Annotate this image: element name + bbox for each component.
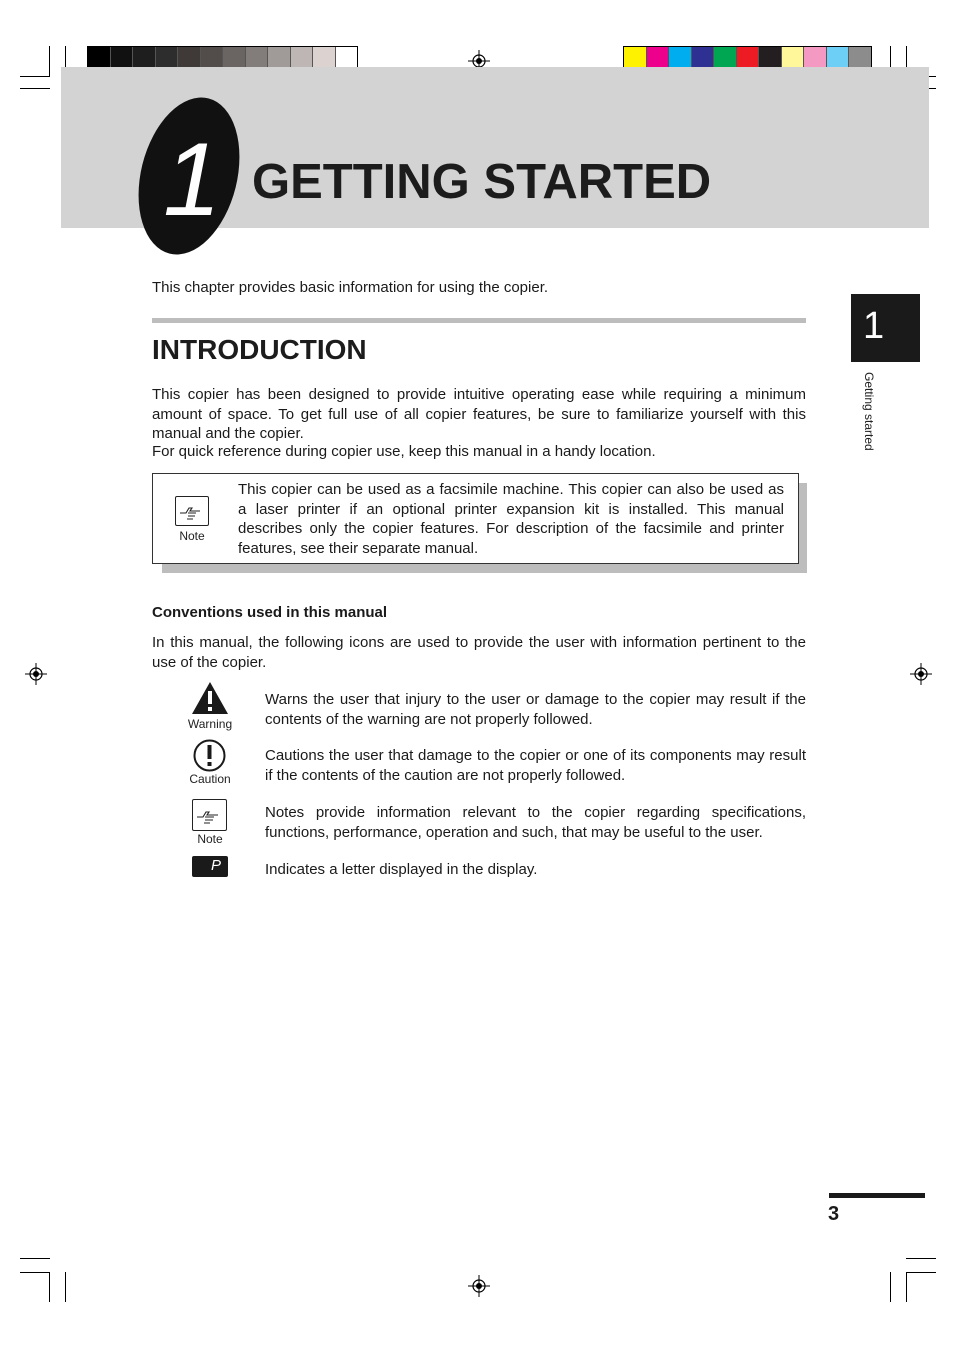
display-letter-description: Indicates a letter displayed in the display.: [265, 861, 538, 878]
introduction-paragraph: For quick reference during copier use, keep this manual in a handy location.: [152, 443, 656, 460]
registration-mark-icon: [25, 663, 47, 685]
gray-swatch: [268, 47, 291, 68]
page-number: 3: [828, 1203, 840, 1225]
gray-swatch: [88, 47, 111, 68]
gray-swatch: [291, 47, 314, 68]
gray-swatch: [223, 47, 246, 68]
color-swatch: [782, 47, 805, 68]
gray-swatch: [201, 47, 224, 68]
gray-swatch: [156, 47, 179, 68]
gray-swatch: [336, 47, 358, 68]
gray-calibration-bar: [87, 46, 358, 69]
note-box: [152, 473, 799, 564]
color-swatch: [714, 47, 737, 68]
chapter-intro-text: This chapter provides basic information for using the copier.: [152, 279, 549, 296]
note-text: This copier can be used as a facsimile machine. This copier can also be used as a laser printer if an optional printer expansion kit is installed. This manual describes only the copier features. For description of the facsimile and printer features, see their separate manual.: [238, 481, 784, 557]
gray-swatch: [111, 47, 134, 68]
registration-mark-icon: [910, 663, 932, 685]
color-swatch: [849, 47, 871, 68]
color-swatch: [759, 47, 782, 68]
introduction-paragraph: This copier has been designed to provide intuitive operating ease while requiring a minimum amount of space. To get full use of all copier features, be sure to familiarize yourself with this manual and the copier.: [152, 386, 806, 442]
color-swatch: [624, 47, 647, 68]
note-description: Notes provide information relevant to the copier regarding specifications, functions, performance, operation and such, that may be useful to the user.: [265, 804, 806, 841]
gray-swatch: [133, 47, 156, 68]
note-label: Note: [179, 529, 205, 543]
caution-circle-icon: [193, 739, 226, 772]
conventions-heading: Conventions used in this manual: [152, 604, 388, 621]
chapter-tab: [851, 294, 920, 362]
display-letter: P: [211, 857, 222, 874]
warning-description: Warns the user that injury to the user or damage to the copier may result if the contents of the warning are not properly followed.: [265, 691, 806, 728]
color-swatch: [647, 47, 670, 68]
color-swatch: [827, 47, 850, 68]
gray-swatch: [246, 47, 269, 68]
note-label: Note: [197, 832, 223, 846]
chapter-tab-number: 1: [863, 305, 885, 347]
section-heading: INTRODUCTION: [152, 334, 367, 365]
pointing-hand-icon: [192, 799, 227, 831]
display-letter-icon: [192, 856, 228, 877]
color-swatch: [669, 47, 692, 68]
chapter-number: 1: [163, 122, 221, 238]
caution-label: Caution: [189, 772, 231, 786]
chapter-tab-label: Getting started: [862, 372, 876, 451]
warning-label: Warning: [187, 717, 233, 731]
warning-triangle-icon: [191, 681, 229, 715]
pointing-hand-icon: [175, 496, 209, 526]
chapter-number-badge: [135, 97, 243, 255]
conventions-intro: In this manual, the following icons are used to provide the user with information pertinent to the use of the copier.: [152, 634, 806, 671]
color-swatch: [804, 47, 827, 68]
caution-description: Cautions the user that damage to the copier or one of its components may result if the contents of the caution are not properly followed.: [265, 747, 806, 784]
color-calibration-bar: [623, 46, 872, 69]
registration-mark-icon: [468, 1275, 490, 1297]
chapter-title: GETTING STARTED: [252, 155, 712, 209]
page-number-rule: [829, 1193, 925, 1198]
color-swatch: [737, 47, 760, 68]
section-rule: [152, 318, 806, 323]
gray-swatch: [313, 47, 336, 68]
gray-swatch: [178, 47, 201, 68]
color-swatch: [692, 47, 715, 68]
